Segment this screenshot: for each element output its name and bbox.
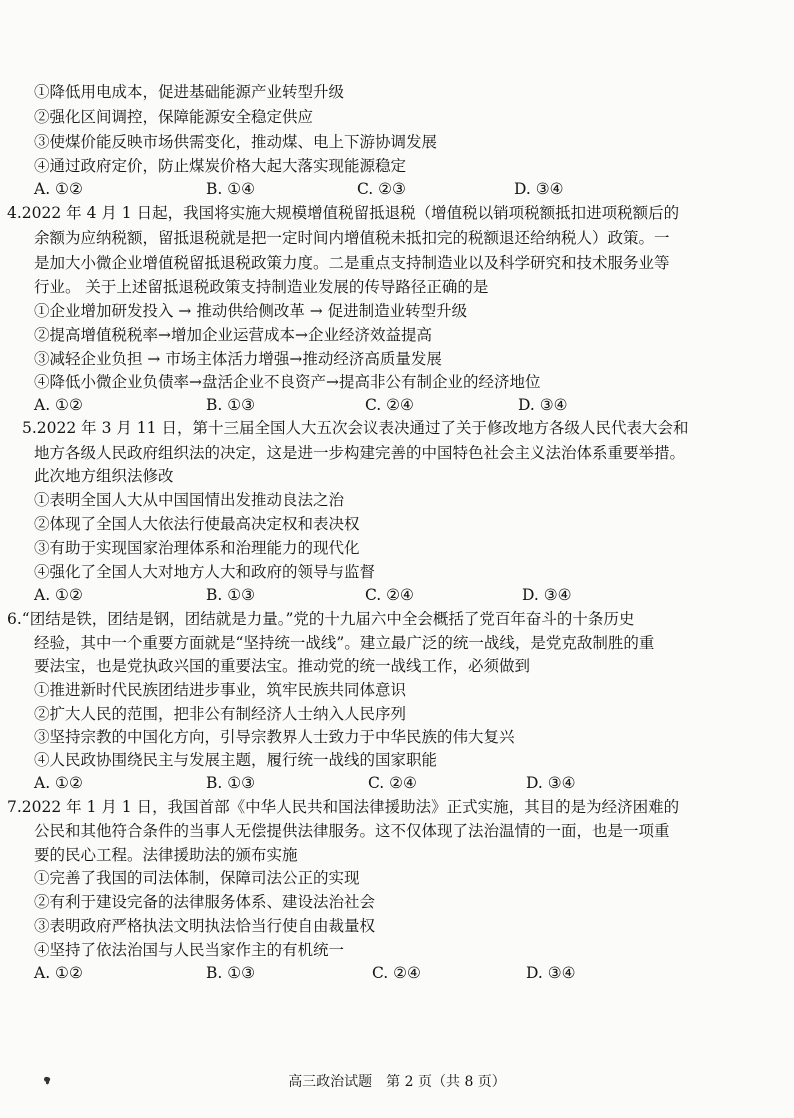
choice-item: ②扩大人民的范围，把非公有制经济人士纳入人民序列 xyxy=(34,705,407,723)
choice-item: ②提高增值税税率→增加企业运营成本→企业经济效益提高 xyxy=(34,326,432,344)
option-a: A. ①② xyxy=(34,964,83,982)
question-stem: 4.2022 年 4 月 1 日起，我国将实施大规模增值税留抵退税（增值税以销项税额抵扣进项税额后的 xyxy=(7,204,680,222)
option-a: A. ①② xyxy=(34,774,83,792)
choice-item: ④强化了全国人大对地方人大和政府的领导与监督 xyxy=(34,563,376,581)
question-stem: 公民和其他符合条件的当事人无偿提供法律服务。这不仅体现了法治温情的一面，也是一项重 xyxy=(34,822,670,840)
option-c: C. ②④ xyxy=(372,964,421,982)
question-stem: 要的民心工程。法律援助法的颁布实施 xyxy=(34,846,298,864)
option-d: D. ③④ xyxy=(526,774,576,792)
choice-item: ③使煤价能反映市场供需变化，推动煤、电上下游协调发展 xyxy=(34,133,438,151)
option-d: D. ③④ xyxy=(526,964,576,982)
choice-item: ①表明全国人大从中国国情出发推动良法之治 xyxy=(34,491,345,509)
choice-item: ③减轻企业负担 → 市场主体活力增强→推动经济高质量发展 xyxy=(34,350,442,368)
answer-options xyxy=(0,179,794,199)
option-a: A. ①② xyxy=(34,586,83,604)
choice-item: ④坚持了依法治国与人民当家作主的有机统一 xyxy=(34,941,345,959)
option-b: B. ①③ xyxy=(206,586,256,604)
option-c: C. ②④ xyxy=(365,396,414,414)
option-d: D. ③④ xyxy=(514,180,564,198)
page-footer: 高三政治试题 第 2 页（共 8 页） xyxy=(288,1074,506,1090)
choice-item: ③坚持宗教的中国化方向，引导宗教界人士致力于中华民族的伟大复兴 xyxy=(34,728,515,746)
choice-item: ④降低小微企业负债率→盘活企业不良资产→提高非公有制企业的经济地位 xyxy=(34,373,541,391)
choice-item: ①完善了我国的司法体制，保障司法公正的实现 xyxy=(34,869,360,887)
choice-item: ①推进新时代民族团结进步事业，筑牢民族共同体意识 xyxy=(34,681,407,699)
choice-item: ②体现了全国人大依法行使最高决定权和表决权 xyxy=(34,515,360,533)
answer-options xyxy=(0,395,794,415)
choice-item: ②强化区间调控，保障能源安全稳定供应 xyxy=(34,108,314,126)
option-a: A. ①② xyxy=(34,180,83,198)
question-stem: 5.2022 年 3 月 11 日，第十三届全国人大五次会议表决通过了关于修改地方各级人民代表大会和 xyxy=(22,419,689,437)
question-stem: 是加大小微企业增值税留抵退税政策力度。二是重点支持制造业以及科学研究和技术服务业等 xyxy=(34,254,670,272)
option-c: C. ②③ xyxy=(357,180,406,198)
option-d: D. ③④ xyxy=(518,396,568,414)
answer-options xyxy=(0,963,794,983)
question-stem: 行业。 关于上述留抵退税政策支持制造业发展的传导路径正确的是 xyxy=(34,278,489,296)
option-a: A. ①② xyxy=(34,396,83,414)
option-c: C. ②④ xyxy=(368,774,417,792)
question-stem: 7.2022 年 1 月 1 日，我国首部《中华人民共和国法律援助法》正式实施，其目的是为经济困难的 xyxy=(7,798,680,816)
choice-item: ③有助于实现国家治理体系和治理能力的现代化 xyxy=(34,539,360,557)
choice-item: ④人民政协围绕民主与发展主题，履行统一战线的国家职能 xyxy=(34,751,438,769)
choice-item: ①企业增加研发投入 → 推动供给侧改革 → 促进制造业转型升级 xyxy=(34,302,468,320)
question-stem: 要法宝，也是党执政兴国的重要法宝。推动党的统一战线工作，必须做到 xyxy=(34,657,531,675)
option-b: B. ①④ xyxy=(206,180,256,198)
option-b: B. ①③ xyxy=(206,396,256,414)
question-stem: 地方各级人民政府组织法的决定，这是进一步构建完善的中国特色社会主义法治体系重要举措。 xyxy=(34,444,686,462)
answer-options xyxy=(0,773,794,793)
question-stem: 此次地方组织法修改 xyxy=(34,467,174,485)
answer-options xyxy=(0,585,794,605)
choice-item: ③表明政府严格执法文明执法恰当行使自由裁量权 xyxy=(34,917,376,935)
option-b: B. ①③ xyxy=(206,774,256,792)
question-stem: 6.“团结是铁，团结是钢，团结就是力量。”党的十九届六中全会概括了党百年奋斗的十条历史 xyxy=(7,610,635,628)
choice-item: ②有利于建设完备的法律服务体系、建设法治社会 xyxy=(34,893,376,911)
option-c: C. ②④ xyxy=(365,586,414,604)
choice-item: ④通过政府定价，防止煤炭价格大起大落实现能源稳定 xyxy=(34,157,407,175)
question-stem: 经验，其中一个重要方面就是“坚持统一战线”。建立最广泛的统一战线，是党克敌制胜的重 xyxy=(34,634,655,652)
option-b: B. ①③ xyxy=(206,964,256,982)
option-d: D. ③④ xyxy=(522,586,572,604)
choice-item: ①降低用电成本，促进基础能源产业转型升级 xyxy=(34,83,345,101)
question-stem: 余额为应纳税额，留抵退税就是把一定时间内增值税未抵扣完的税额退还给纳税人）政策。一 xyxy=(34,229,670,247)
